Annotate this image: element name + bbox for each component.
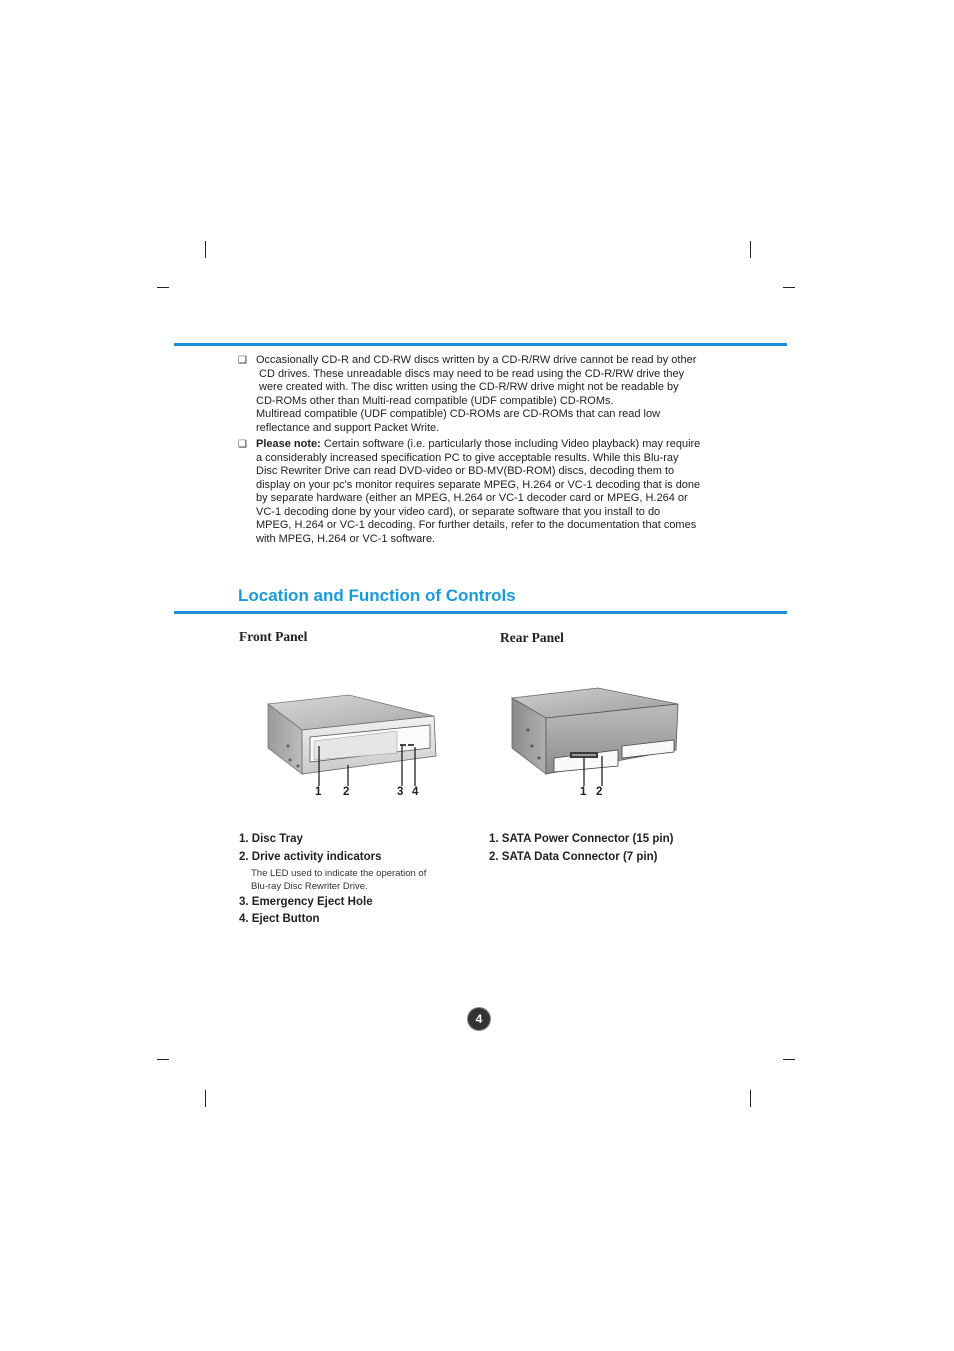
front-callout-1: 1 xyxy=(315,786,322,798)
section-rule xyxy=(174,611,787,614)
rear-item-sata-data: 2. SATA Data Connector (7 pin) xyxy=(489,851,658,863)
crop-mark xyxy=(783,287,795,288)
crop-mark xyxy=(205,1090,206,1107)
desc-line: The LED used to indicate the operation of xyxy=(251,868,427,879)
bullet-icon: ❑ xyxy=(238,439,247,450)
desc-line: Blu-ray Disc Rewriter Drive. xyxy=(251,881,368,892)
text-line: reflectance and support Packet Write. xyxy=(256,421,440,434)
front-item-activity-desc xyxy=(251,867,426,893)
intro-paragraph-note xyxy=(238,438,718,546)
rear-panel-drive-illustration xyxy=(506,684,686,786)
front-callout-2: 2 xyxy=(343,786,350,798)
crop-mark xyxy=(750,1090,751,1107)
text-line: were created with. The disc written using the CD-R/RW drive might not be readable by xyxy=(259,381,679,393)
intro-paragraph-1 xyxy=(238,354,718,435)
text-line: CD-ROMs other than Multi-read compatible (UDF compatible) CD-ROMs. xyxy=(256,394,614,407)
text-line: Multiread compatible (UDF compatible) CD-ROMs are CD-ROMs that can read low xyxy=(256,408,661,420)
top-rule xyxy=(174,343,787,346)
crop-mark xyxy=(205,241,206,258)
crop-mark xyxy=(750,241,751,258)
front-item-disc-tray: 1. Disc Tray xyxy=(239,833,303,845)
text-line xyxy=(256,438,718,452)
front-item-eject-button: 4. Eject Button xyxy=(239,913,320,925)
front-panel-title: Front Panel xyxy=(239,629,308,644)
text-line: display on your pc's monitor requires separate MPEG, H.264 or VC-1 decoding that is done xyxy=(256,478,701,491)
note-first-line: Certain software (i.e. particularly those including Video playback) may require xyxy=(320,438,701,450)
text-line: a considerably increased specification PC to give acceptable results. While this Blu-ray xyxy=(256,451,679,464)
front-callout-3: 3 xyxy=(397,786,404,798)
section-title: Location and Function of Controls xyxy=(238,586,516,605)
bullet-icon: ❑ xyxy=(238,355,247,366)
text-line: Occasionally CD-R and CD-RW discs written by a CD-R/RW drive cannot be read by other xyxy=(256,354,697,366)
crop-mark xyxy=(157,287,169,288)
front-item-emergency-eject: 3. Emergency Eject Hole xyxy=(239,896,373,908)
crop-mark xyxy=(157,1059,169,1060)
text-line: by separate hardware (either an MPEG, H.264 or VC-1 decoder card or MPEG, H.264 or xyxy=(256,492,688,504)
rear-panel-title: Rear Panel xyxy=(500,630,564,645)
text-line: MPEG, H.264 or VC-1 decoding. For further details, refer to the documentation that comes xyxy=(256,519,697,531)
rear-callout-1: 1 xyxy=(580,786,587,798)
text-line: Disc Rewriter Drive can read DVD-video or BD-MV(BD-ROM) discs, decoding them to xyxy=(256,465,675,477)
page-number: 4 xyxy=(468,1008,490,1030)
front-callout-4: 4 xyxy=(412,786,419,798)
rear-callout-2: 2 xyxy=(596,786,603,798)
text-line: VC-1 decoding done by your video card), or separate software that you install to do xyxy=(256,505,661,518)
front-item-activity-indicators: 2. Drive activity indicators xyxy=(239,851,382,863)
text-line: CD drives. These unreadable discs may need to be read using the CD-R/RW drive they xyxy=(259,367,685,380)
crop-mark xyxy=(783,1059,795,1060)
front-panel-drive-illustration xyxy=(262,690,442,786)
note-label: Please note: xyxy=(256,438,321,450)
rear-item-sata-power: 1. SATA Power Connector (15 pin) xyxy=(489,833,674,845)
text-line: with MPEG, H.264 or VC-1 software. xyxy=(256,532,436,545)
